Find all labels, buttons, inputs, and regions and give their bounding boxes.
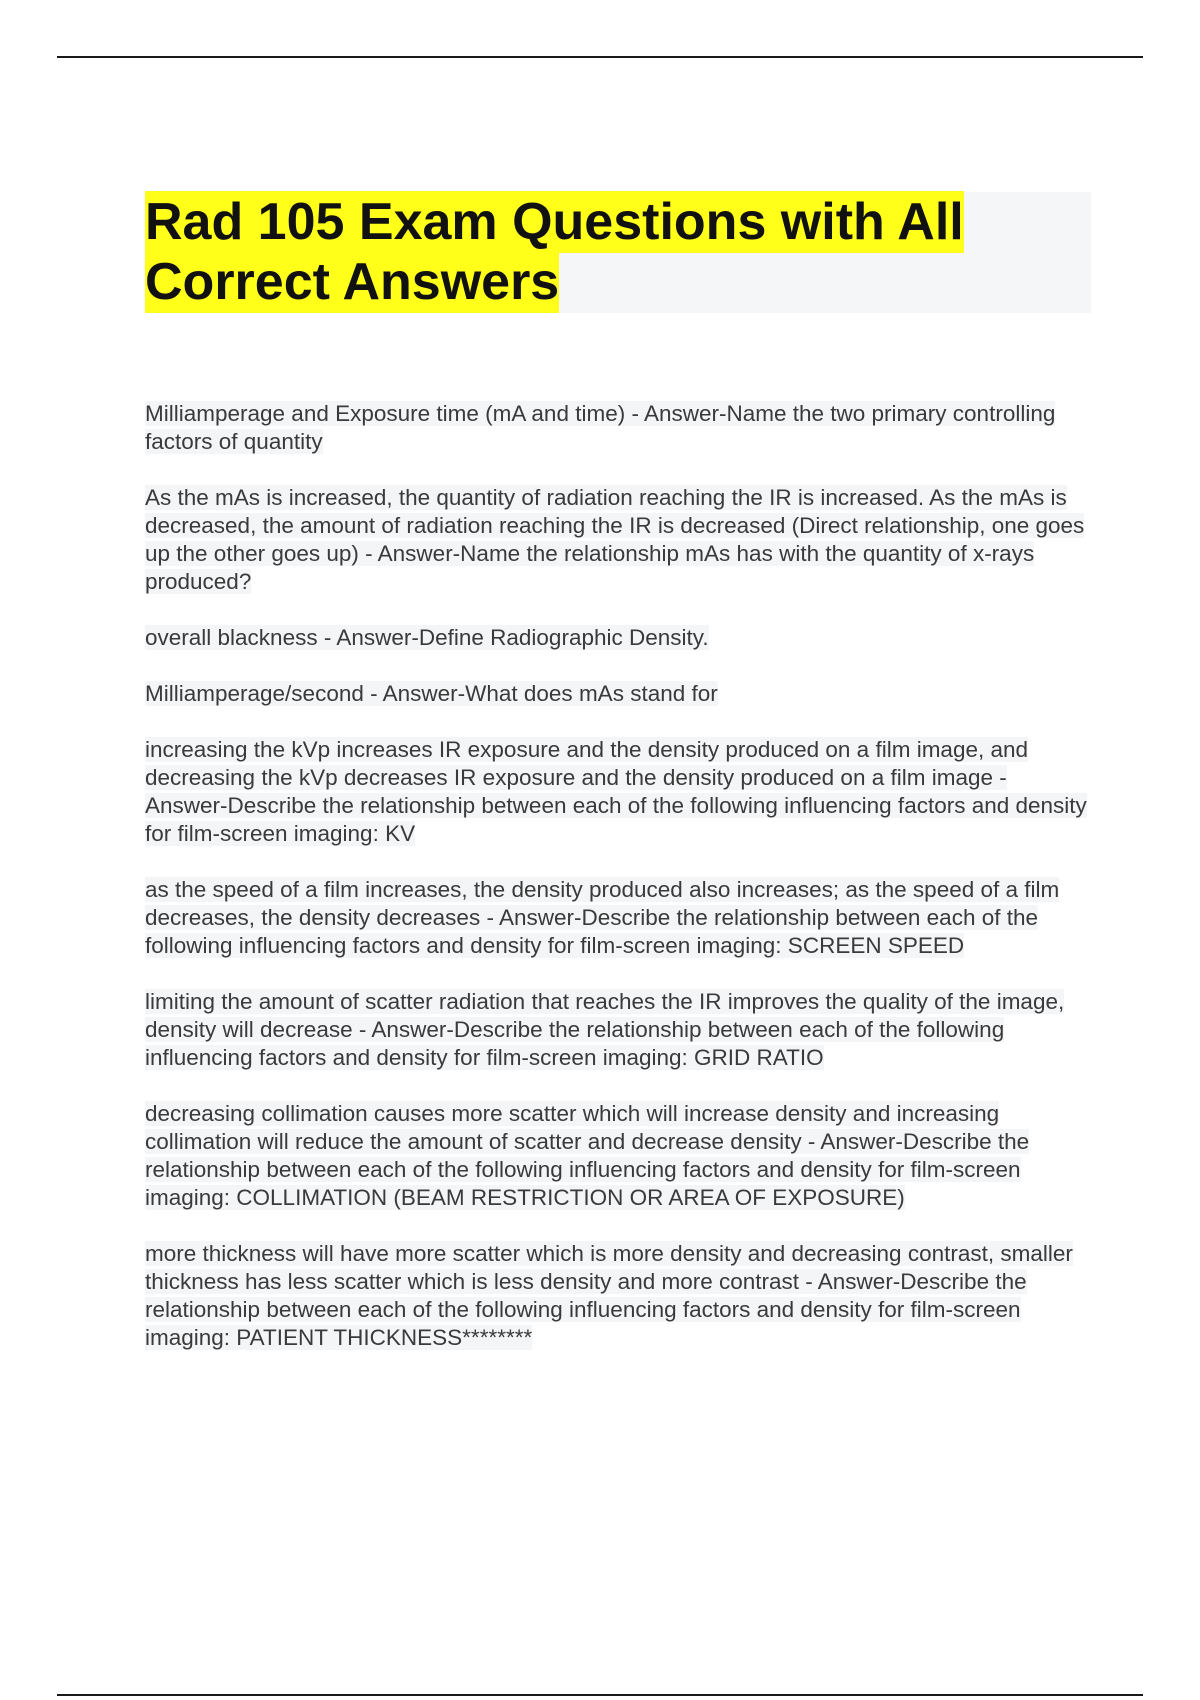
qa-list: [145, 400, 1091, 1380]
document-title: [145, 192, 1091, 312]
qa-entry: as the speed of a film increases, the density produced also increases; as the speed of a film decreases, the density decreases - Answer-Describe the relationship between each of the following influencing factors and density for film-screen imaging: SCREEN SPEED: [145, 877, 1060, 958]
document-title-text: Rad 105 Exam Questions with All Correct Answers: [145, 193, 964, 311]
qa-entry: overall blackness - Answer-Define Radiographic Density.: [145, 625, 709, 650]
title-block: [145, 192, 1091, 313]
qa-entry: more thickness will have more scatter which is more density and decreasing contrast, smaller thickness has less scatter which is less density and more contrast - Answer-Describe the relationship between each of the following influencing factors and density for film-screen imaging: PATIENT THICKNESS********: [145, 1241, 1073, 1350]
qa-entry: limiting the amount of scatter radiation that reaches the IR improves the quality of the image, density will decrease - Answer-Describe the relationship between each of the following influencing factors and density for film-screen imaging: GRID RATIO: [145, 989, 1065, 1070]
qa-entry: Milliamperage/second - Answer-What does mAs stand for: [145, 681, 718, 706]
footer-rule: [57, 1694, 1143, 1696]
header-rule: [57, 56, 1143, 58]
qa-entry: Milliamperage and Exposure time (mA and time) - Answer-Name the two primary controlling factors of quantity: [145, 401, 1056, 454]
qa-entry: As the mAs is increased, the quantity of radiation reaching the IR is increased. As the mAs is decreased, the amount of radiation reaching the IR is decreased (Direct relationship, one goes up the other goes up) - Answer-Name the relationship mAs has with the quantity of x-rays produced?: [145, 485, 1085, 594]
qa-entry: increasing the kVp increases IR exposure and the density produced on a film image, and decreasing the kVp decreases IR exposure and the density produced on a film image - Answer-Describe the relationship between each of the following influencing factors and density for film-screen imaging: KV: [145, 737, 1087, 846]
qa-entry: decreasing collimation causes more scatter which will increase density and increasing collimation will reduce the amount of scatter and decrease density - Answer-Describe the relationship between each of the following influencing factors and density for film-screen imaging: COLLIMATION (BEAM RESTRICTION OR AREA OF EXPOSURE): [145, 1101, 1030, 1210]
